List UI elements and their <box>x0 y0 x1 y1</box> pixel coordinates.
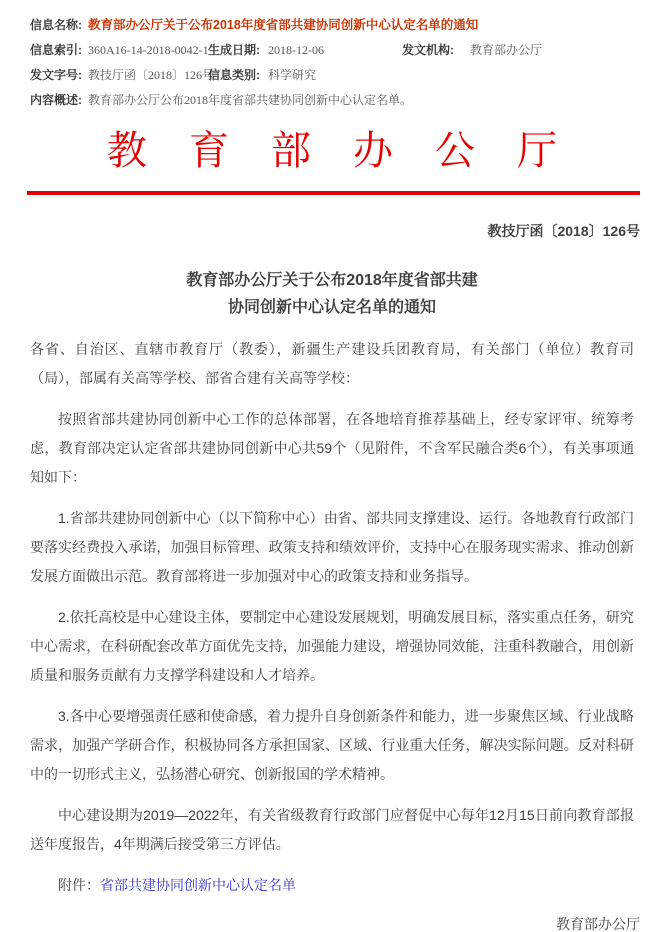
meta-row-summary <box>30 88 640 113</box>
meta-row-docno <box>30 63 640 88</box>
summary-label: 内容概述: <box>30 93 82 107</box>
document-title-line2: 协同创新中心认定名单的通知 <box>227 299 436 316</box>
issuing-agency-value: 教育部办公厅 <box>470 43 543 57</box>
info-name-value: 教育部办公厅关于公布2018年度省部共建协同创新中心认定名单的通知 <box>88 18 479 32</box>
paragraph: 3.各中心要增强责任感和使命感，着力提升自身创新条件和能力，进一步聚焦区域、行业战略需求，加强产学研合作，积极协同各方承担国家、区域、行业重大任务，解决实际问题。反对科研中的一切形式主义，弘扬潜心研究、创新报国的学术精神。 <box>30 708 634 782</box>
info-index-value: 360A16-14-2018-0042-1 <box>88 43 209 57</box>
info-name-label: 信息名称: <box>30 18 82 32</box>
meta-row-name <box>30 13 640 38</box>
paragraph: 中心建设期为2019—2022年，有关省级教育行政部门应督促中心每年12月15日前向教育部报送年度报告，4年期满后接受第三方评估。 <box>30 807 634 852</box>
attachment-row <box>30 871 634 900</box>
category-value: 科学研究 <box>268 68 317 82</box>
gen-date-label: 生成日期: <box>208 43 260 57</box>
paragraph: 1.省部共建协同创新中心（以下简称中心）由省、部共同支撑建设、运行。各地教育行政部门要落实经费投入承诺，加强目标管理、政策支持和绩效评价，支持中心在服务现实需求、推动创新发展方面做出示范。教育部将进一步加强对中心的政策支持和业务指导。 <box>30 510 634 584</box>
body-paragraphs <box>30 405 634 859</box>
doc-number-label: 发文字号: <box>30 68 82 82</box>
attachment-label: 附件： <box>58 877 100 893</box>
paragraph: 按照省部共建协同创新中心工作的总体部署，在各地培育推荐基础上，经专家评审、统筹考虑，教育部决定认定省部共建协同创新中心共59个（见附件，不含军民融合类6个），有关事项通知如下： <box>30 411 634 485</box>
attachment-link[interactable]: 省部共建协同创新中心认定名单 <box>100 877 296 893</box>
doc-number: 教技厅函〔2018〕126号 <box>487 223 640 239</box>
letterhead-title: 教育部办公厅 <box>107 128 599 173</box>
info-meta-panel <box>0 0 664 113</box>
document-body <box>30 335 634 900</box>
red-double-rule <box>27 191 640 195</box>
salutation: 各省、自治区、直辖市教育厅（教委），新疆生产建设兵团教育局，有关部门（单位）教育司（局），部属有关高等学校、部省合建有关高等学校： <box>30 341 634 386</box>
document-title <box>30 267 634 321</box>
summary-value: 教育部办公厅公布2018年度省部共建协同创新中心认定名单。 <box>88 93 413 107</box>
info-index-label: 信息索引: <box>30 43 82 57</box>
gen-date-value: 2018-12-06 <box>268 43 324 57</box>
meta-row-index <box>30 38 640 63</box>
category-label: 信息类别: <box>208 68 260 82</box>
document-title-line1: 教育部办公厅关于公布2018年度省部共建 <box>186 272 478 289</box>
issuing-agency-label: 发文机构: <box>402 43 454 57</box>
signature: 教育部办公厅 <box>556 916 640 932</box>
doc-number-value: 教技厅函〔2018〕126号 <box>88 68 215 82</box>
paragraph: 2.依托高校是中心建设主体，要制定中心建设发展规划，明确发展目标，落实重点任务，研究中心需求，在科研配套改革方面优先支持，加强能力建设，增强协同效能，注重科教融合，用创新质量和服务贡献有力支撑学科建设和人才培养。 <box>30 609 634 683</box>
